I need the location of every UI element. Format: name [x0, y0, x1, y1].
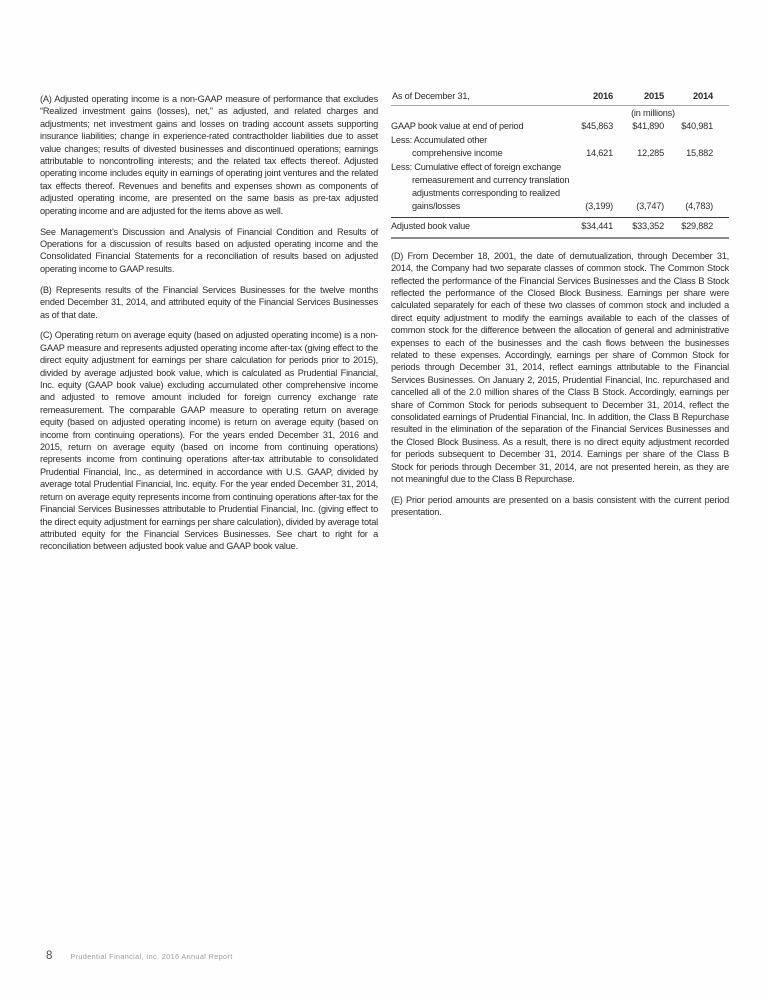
table-cell-value: (3,199): [585, 201, 613, 212]
left-column: [40, 93, 378, 553]
footnote-paragraph-c: (C) Operating return on average equity (based on adjusted operating income) is a non-GAAP measure and represents adjusted operating income after-tax (giving effect to the direct equity adjustment for earnings per share calculation for periods prior to 2015), divided by average adjusted book value, which is calculated as Prudential Financial, Inc. equity (GAAP book value) excluding accumulated other comprehensive income and adjusted to remove amount included for foreign currency exchange rate remeasurement. The comparable GAAP measure to operating return on average equity (based on adjusted operating income) is return on average equity (based on income from continuing operations). For the years ended December 31, 2016 and 2015, return on average equity (based on income from continuing operations) represents income from continuing operations after-tax attributable to consolidated Prudential Financial, Inc., as determined in accordance with U.S. GAAP, divided by average total Prudential Financial, Inc. equity. For the year ended December 31, 2014, return on average equity represents income from continuing operations after-tax for the Financial Services Businesses attributable to Prudential Financial, Inc. (giving effect to the direct equity adjustment for earnings per share calculation), divided by average total attributed equity for the Financial Services Businesses. See chart to right for a reconciliation between adjusted book value and GAAP book value.: [40, 330, 378, 552]
table-cell-value: $45,863: [581, 120, 613, 131]
footnote-paragraph-a: (A) Adjusted operating income is a non-GAAP measure of performance that excludes “Realized investment gains (losses), net,” as adjusted, and related charges and adjustments; net investment gains and losses on trading account assets supporting insurance liabilities; change in experience-rated contractholder liabilities due to asset value changes; results of divested businesses and discontinued operations; earnings attributable to noncontrolling interests; and the related tax effects thereof. Adjusted operating income includes equity in earnings of operating joint ventures and the related tax effects thereof. Revenues and benefits and expenses shown as components of adjusted operating income, are presented on the same basis as pre-tax adjusted operating income and are adjusted for the items above as well.: [40, 94, 378, 216]
table-row-label: [391, 161, 596, 214]
page-footer: [40, 950, 233, 962]
table-row-label-line: Less: Accumulated other: [391, 134, 488, 145]
table-units-note: (in millions): [631, 107, 675, 118]
table-row-label-line: remeasurement and currency translation: [412, 174, 570, 185]
table-row-label-line: GAAP book value at end of period: [391, 120, 524, 131]
table-cell-value: $41,890: [632, 120, 664, 131]
table-header-label: As of December 31,: [392, 90, 470, 101]
table-year-2016: 2016: [592, 89, 613, 101]
table-row-label-line: Less: Cumulative effect of foreign exchange: [391, 161, 561, 172]
table-cell-value: $33,352: [632, 221, 664, 232]
table-row-label-line: Adjusted book value: [391, 221, 470, 232]
table-row: [391, 161, 729, 214]
table-row-label-line: comprehensive income: [412, 147, 503, 158]
table-header-row: [391, 90, 729, 106]
footnote-paragraph-d: (D) From December 18, 2001, the date of demutualization, through December 31, 2014, the Company had two separate classes of common stock. The Common Stock reflected the performance of the Financial Services Businesses and the Class B Stock reflected the performance of the Closed Block Business. Earnings per share were calculated separately for each of these two classes of common stock and included a direct equity adjustment to modify the earnings available to each of the classes of common stock for the difference between the allocation of general and administrative expenses to each of the businesses and the cash flows between the businesses related to these expenses. Accordingly, earnings per share of Common Stock for periods through December 31, 2014, reflect earnings attributable to the Financial Services Businesses. On January 2, 2015, Prudential Financial, Inc. repurchased and cancelled all of the 2.0 million shares of the Class B Stock. Accordingly, earnings per share of Common Stock for periods subsequent to December 31, 2014, reflect the consolidated earnings of Prudential Financial, Inc. In addition, the Class B Repurchase resulted in the elimination of the separation of the Financial Services Businesses and the Closed Block Business. As a result, there is no direct equity adjustment recorded for periods subsequent to December 31, 2014. Earnings per share of the Class B Stock for periods through December 31, 2014, are not presented herein, as they are not meaningful due to the Class B Repurchase.: [391, 250, 729, 485]
table-cell-value: $29,882: [681, 221, 713, 232]
table-cell-value: (3,747): [636, 201, 664, 212]
table-year-2015: 2015: [643, 89, 664, 101]
table-row-label-line: adjustments corresponding to realized: [412, 188, 560, 199]
table-year-2014: 2014: [692, 89, 713, 101]
table-row: [391, 120, 729, 133]
table-cell-value: 12,285: [637, 147, 664, 158]
book-value-reconciliation-table: [391, 90, 729, 239]
see-management-discussion-paragraph: See Management’s Discussion and Analysis of Financial Condition and Results of Operations for a discussion of results based on adjusted operating income and the Consolidated Financial Statements for a reconciliation of results based on adjusted operating income to GAAP results.: [40, 226, 378, 274]
table-row-label: [391, 134, 596, 160]
table-row-label-line: gains/losses: [412, 201, 461, 212]
table-cell-value: 14,621: [586, 147, 613, 158]
footnote-paragraph-b: (B) Represents results of the Financial Services Businesses for the twelve months ended December 31, 2014, and attributed equity of the Financial Services Businesses as of that date.: [40, 284, 378, 320]
table-cell-value: 15,882: [686, 147, 713, 158]
footer-report-title: Prudential Financial, Inc. 2016 Annual Report: [70, 952, 233, 961]
page-number: 8: [46, 950, 53, 962]
right-column: [391, 90, 729, 519]
table-total-row: [391, 217, 729, 239]
table-total-label: [391, 220, 596, 233]
table-row-label: [391, 120, 596, 133]
footnote-paragraph-e: (E) Prior period amounts are presented on a basis consistent with the current period presentation.: [391, 495, 729, 518]
table-cell-value: $40,981: [681, 120, 713, 131]
table-cell-value: (4,783): [685, 201, 713, 212]
table-cell-value: $34,441: [581, 221, 613, 232]
table-units-row: [391, 106, 729, 119]
table-row: [391, 134, 729, 160]
